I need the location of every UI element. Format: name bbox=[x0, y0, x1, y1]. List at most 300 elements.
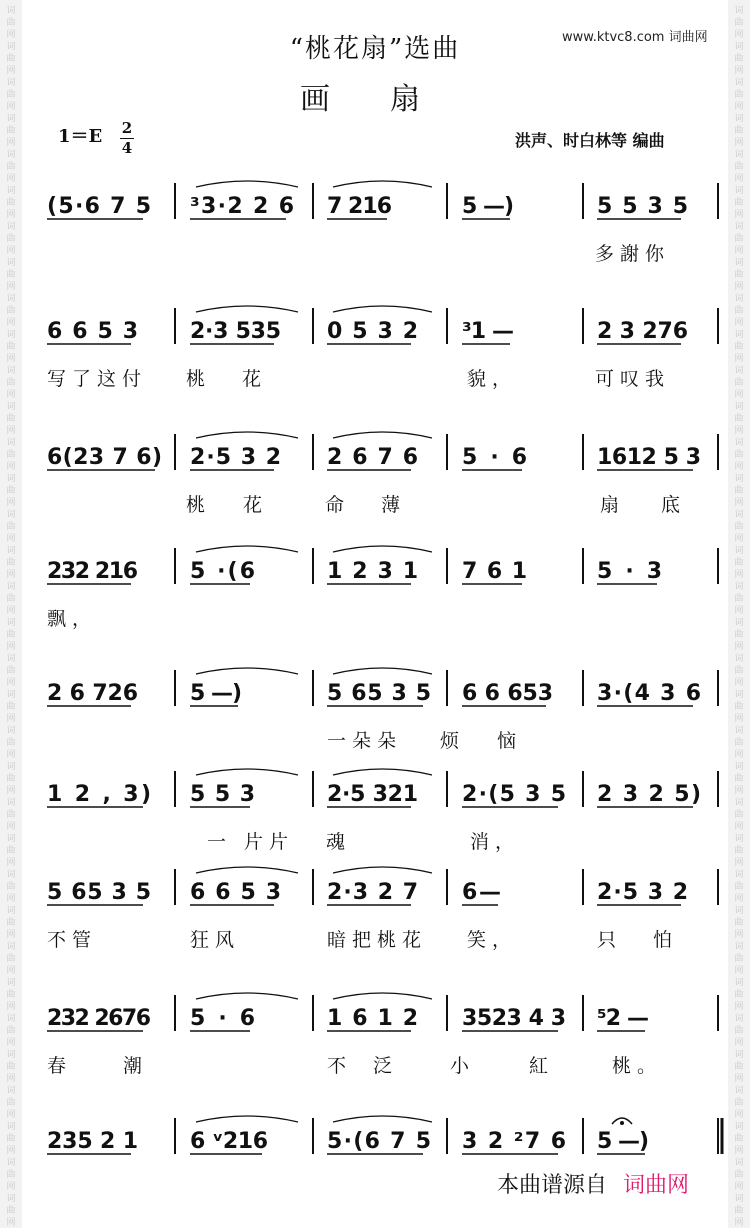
watermark-char: 曲 bbox=[6, 738, 16, 748]
watermark-char: 网 bbox=[734, 1146, 744, 1156]
watermark-char: 曲 bbox=[734, 1206, 744, 1216]
watermark-char: 词 bbox=[6, 1014, 16, 1024]
watermark-char: 网 bbox=[6, 426, 16, 436]
watermark-char: 曲 bbox=[734, 774, 744, 784]
watermark-char: 曲 bbox=[6, 702, 16, 712]
watermark-char: 词 bbox=[734, 6, 744, 16]
watermark-char: 曲 bbox=[6, 54, 16, 64]
watermark-char: 曲 bbox=[734, 414, 744, 424]
measure-notes: 1 2 , 3) bbox=[47, 782, 151, 807]
watermark-char: 曲 bbox=[6, 1206, 16, 1216]
watermark-char: 曲 bbox=[6, 18, 16, 28]
lyric-text: 貌， bbox=[467, 368, 518, 390]
watermark-char: 曲 bbox=[6, 270, 16, 280]
watermark-char: 网 bbox=[6, 1218, 16, 1228]
watermark-char: 曲 bbox=[6, 846, 16, 856]
lyric-text: 底 bbox=[661, 494, 687, 516]
measure-notes: 5 5 3 bbox=[190, 782, 255, 807]
watermark-char: 曲 bbox=[734, 630, 744, 640]
watermark-char: 曲 bbox=[734, 954, 744, 964]
watermark-char: 曲 bbox=[734, 486, 744, 496]
watermark-char: 词 bbox=[734, 258, 744, 268]
watermark-char: 曲 bbox=[734, 810, 744, 820]
watermark-char: 词 bbox=[6, 78, 16, 88]
watermark-char: 网 bbox=[6, 534, 16, 544]
measure-notes: 6 — bbox=[462, 880, 501, 905]
watermark-char: 词 bbox=[734, 114, 744, 124]
lyric-text: 春 bbox=[47, 1055, 73, 1077]
measure-notes: 6 6 5 3 bbox=[47, 319, 138, 344]
song-subtitle: 画扇 bbox=[300, 82, 480, 117]
watermark-char: 网 bbox=[734, 606, 744, 616]
watermark-char: 曲 bbox=[6, 1098, 16, 1108]
watermark-char: 曲 bbox=[6, 918, 16, 928]
watermark-char: 曲 bbox=[6, 1026, 16, 1036]
measure-notes: 5 65 3 5 bbox=[47, 880, 151, 905]
lyric-text: 消， bbox=[470, 831, 521, 853]
measure-notes: 0 5 3 2 bbox=[327, 319, 418, 344]
slur-arc bbox=[196, 181, 298, 187]
watermark-char: 网 bbox=[6, 606, 16, 616]
measure-notes: 6 ᵛ216 bbox=[190, 1129, 268, 1154]
watermark-char: 网 bbox=[734, 534, 744, 544]
watermark-char: 网 bbox=[734, 66, 744, 76]
watermark-char: 词 bbox=[734, 330, 744, 340]
watermark-char: 曲 bbox=[734, 1098, 744, 1108]
watermark-char: 词 bbox=[734, 438, 744, 448]
watermark-char: 曲 bbox=[734, 594, 744, 604]
watermark-char: 网 bbox=[734, 282, 744, 292]
lyric-text: 一朵朵 bbox=[327, 730, 403, 752]
measure-notes: 5 · 6 bbox=[462, 445, 527, 470]
measure-notes: 5 5 3 5 bbox=[597, 194, 688, 219]
watermark-char: 词 bbox=[6, 1194, 16, 1204]
watermark-char: 曲 bbox=[734, 882, 744, 892]
watermark-char: 词 bbox=[6, 42, 16, 52]
watermark-char: 曲 bbox=[6, 666, 16, 676]
watermark-char: 曲 bbox=[734, 270, 744, 280]
watermark-char: 词 bbox=[734, 1014, 744, 1024]
lyric-text: 桃 bbox=[186, 368, 212, 390]
watermark-char: 网 bbox=[734, 930, 744, 940]
watermark-char: 网 bbox=[734, 858, 744, 868]
watermark-char: 词 bbox=[734, 150, 744, 160]
watermark-char: 曲 bbox=[734, 234, 744, 244]
measure-notes: 5 · 3 bbox=[597, 559, 662, 584]
watermark-char: 词 bbox=[6, 618, 16, 628]
watermark-char: 词 bbox=[6, 402, 16, 412]
measure-notes: 1612 5 3 bbox=[597, 445, 701, 470]
watermark-char: 词 bbox=[734, 906, 744, 916]
watermark-char: 词 bbox=[734, 618, 744, 628]
measure-notes: ⁵2 — bbox=[597, 1006, 649, 1031]
watermark-char: 网 bbox=[734, 174, 744, 184]
watermark-char: 网 bbox=[734, 246, 744, 256]
watermark-char: 曲 bbox=[6, 954, 16, 964]
watermark-char: 词 bbox=[6, 474, 16, 484]
watermark-char: 词 bbox=[6, 114, 16, 124]
watermark-char: 词 bbox=[734, 294, 744, 304]
watermark-char: 曲 bbox=[6, 774, 16, 784]
watermark-char: 曲 bbox=[734, 522, 744, 532]
watermark-char: 网 bbox=[734, 894, 744, 904]
slur-arc bbox=[196, 1116, 298, 1122]
watermark-char: 曲 bbox=[6, 234, 16, 244]
watermark-char: 网 bbox=[734, 318, 744, 328]
watermark-char: 网 bbox=[6, 354, 16, 364]
watermark-char: 网 bbox=[6, 822, 16, 832]
slur-arc bbox=[333, 993, 432, 999]
watermark-char: 网 bbox=[6, 30, 16, 40]
lyric-text: 桃。 bbox=[612, 1055, 663, 1077]
watermark-char: 曲 bbox=[6, 882, 16, 892]
watermark-char: 曲 bbox=[734, 342, 744, 352]
watermark-char: 网 bbox=[6, 930, 16, 940]
watermark-char: 词 bbox=[734, 1194, 744, 1204]
watermark-char: 词 bbox=[734, 942, 744, 952]
watermark-char: 曲 bbox=[6, 1170, 16, 1180]
watermark-char: 词 bbox=[6, 330, 16, 340]
watermark-char: 词 bbox=[6, 582, 16, 592]
watermark-char: 词 bbox=[734, 1122, 744, 1132]
watermark-char: 词 bbox=[734, 654, 744, 664]
watermark-char: 曲 bbox=[6, 990, 16, 1000]
measure-notes: ³3·2 2 6 bbox=[190, 194, 294, 219]
watermark-char: 曲 bbox=[734, 1134, 744, 1144]
time-sig-top: 2 bbox=[121, 119, 133, 137]
watermark-char: 网 bbox=[734, 30, 744, 40]
measure-notes: 232 2676 bbox=[47, 1006, 151, 1031]
watermark-char: 词 bbox=[734, 222, 744, 232]
watermark-char: 词 bbox=[734, 402, 744, 412]
measure-notes: 2·3 535 bbox=[190, 319, 281, 344]
lyric-text: 飘， bbox=[47, 608, 98, 630]
watermark-char: 词 bbox=[734, 834, 744, 844]
slur-arc bbox=[333, 1116, 432, 1122]
measure-notes: ³1 — bbox=[462, 319, 514, 344]
slur-arc bbox=[196, 867, 298, 873]
lyric-text: 片片 bbox=[244, 831, 295, 853]
watermark-char: 词 bbox=[6, 798, 16, 808]
watermark-char: 词 bbox=[6, 834, 16, 844]
measure-notes: 2·5 3 2 bbox=[190, 445, 281, 470]
measure-notes: 5 —) bbox=[462, 194, 514, 219]
lyric-text: 小 bbox=[450, 1055, 476, 1077]
measure-notes: 5·(6 7 5 bbox=[327, 1129, 431, 1154]
watermark-char: 曲 bbox=[734, 198, 744, 208]
watermark-char: 词 bbox=[734, 690, 744, 700]
watermark-char: 网 bbox=[6, 1074, 16, 1084]
watermark-char: 网 bbox=[734, 678, 744, 688]
watermark-char: 词 bbox=[6, 546, 16, 556]
watermark-char: 词 bbox=[734, 474, 744, 484]
watermark-char: 曲 bbox=[6, 342, 16, 352]
measure-notes: 7 216 bbox=[327, 194, 392, 219]
fermata-dot bbox=[620, 1121, 624, 1125]
watermark-char: 曲 bbox=[734, 1026, 744, 1036]
watermark-char: 词 bbox=[6, 1122, 16, 1132]
slur-arc bbox=[333, 668, 432, 674]
lyric-text: 多謝你 bbox=[595, 243, 671, 265]
watermark-char: 网 bbox=[734, 1182, 744, 1192]
watermark-char: 词 bbox=[6, 942, 16, 952]
watermark-char: 词 bbox=[734, 510, 744, 520]
watermark-char: 网 bbox=[734, 426, 744, 436]
song-title: “桃花扇”选曲 bbox=[289, 34, 461, 64]
watermark-char: 网 bbox=[734, 210, 744, 220]
measure-notes: 2·3 2 7 bbox=[327, 880, 418, 905]
watermark-char: 网 bbox=[734, 786, 744, 796]
watermark-char: 网 bbox=[734, 138, 744, 148]
watermark-char: 词 bbox=[734, 186, 744, 196]
watermark-char: 曲 bbox=[6, 162, 16, 172]
watermark-char: 曲 bbox=[734, 54, 744, 64]
watermark-char: 词 bbox=[734, 726, 744, 736]
watermark-char: 网 bbox=[734, 354, 744, 364]
slur-arc bbox=[196, 668, 298, 674]
watermark-char: 曲 bbox=[6, 810, 16, 820]
measure-notes: 7 6 1 bbox=[462, 559, 527, 584]
measure-notes: 5 ·(6 bbox=[190, 559, 255, 584]
lyric-text: 桃 bbox=[186, 494, 212, 516]
watermark-char: 词 bbox=[6, 726, 16, 736]
measure-notes: 3·(4 3 6 bbox=[597, 681, 701, 706]
slur-arc bbox=[333, 306, 432, 312]
watermark-char: 网 bbox=[6, 642, 16, 652]
watermark-char: 词 bbox=[734, 1158, 744, 1168]
measure-notes: 5 65 3 5 bbox=[327, 681, 431, 706]
watermark-char: 曲 bbox=[6, 1134, 16, 1144]
watermark-char: 网 bbox=[734, 390, 744, 400]
watermark-char: 网 bbox=[6, 1038, 16, 1048]
measure-notes: 5 —) bbox=[190, 681, 242, 706]
watermark-char: 曲 bbox=[734, 90, 744, 100]
watermark-char: 词 bbox=[734, 798, 744, 808]
watermark-char: 词 bbox=[734, 582, 744, 592]
watermark-char: 曲 bbox=[6, 594, 16, 604]
watermark-char: 网 bbox=[6, 174, 16, 184]
watermark-char: 曲 bbox=[734, 450, 744, 460]
lyric-text: 不管 bbox=[47, 929, 98, 951]
measure-notes: 2·5 321 bbox=[327, 782, 418, 807]
watermark-char: 网 bbox=[6, 1002, 16, 1012]
watermark-char: 词 bbox=[6, 762, 16, 772]
watermark-char: 曲 bbox=[734, 702, 744, 712]
watermark-char: 词 bbox=[734, 1050, 744, 1060]
watermark-char: 词 bbox=[6, 870, 16, 880]
lyric-text: 只 bbox=[597, 929, 623, 951]
watermark-char: 词 bbox=[734, 978, 744, 988]
measure-notes: 3523 4 3 bbox=[462, 1006, 566, 1031]
slur-arc bbox=[196, 993, 298, 999]
slur-arc bbox=[196, 769, 298, 775]
watermark-char: 词 bbox=[6, 510, 16, 520]
lyric-text: 一 bbox=[207, 831, 233, 853]
lyric-text: 命 bbox=[325, 494, 351, 516]
slur-arc bbox=[196, 432, 298, 438]
lyric-text: 怕 bbox=[653, 929, 679, 951]
composer-credit: 洪声、时白林等 编曲 bbox=[515, 131, 665, 150]
watermark-char: 曲 bbox=[6, 450, 16, 460]
watermark-char: 曲 bbox=[734, 18, 744, 28]
lyric-text: 可叹我 bbox=[595, 368, 671, 390]
lyric-text: 泛 bbox=[373, 1055, 399, 1077]
watermark-char: 词 bbox=[734, 1086, 744, 1096]
lyric-text: 花 bbox=[243, 494, 269, 516]
watermark-char: 曲 bbox=[6, 522, 16, 532]
watermark-char: 曲 bbox=[734, 1170, 744, 1180]
watermark-char: 曲 bbox=[6, 126, 16, 136]
watermark-char: 网 bbox=[6, 282, 16, 292]
watermark-char: 词 bbox=[734, 870, 744, 880]
slur-arc bbox=[333, 181, 432, 187]
measure-notes: 232 216 bbox=[47, 559, 138, 584]
watermark-char: 网 bbox=[734, 714, 744, 724]
watermark-char: 网 bbox=[6, 1110, 16, 1120]
watermark-char: 词 bbox=[6, 294, 16, 304]
lyric-text: 紅 bbox=[529, 1055, 555, 1077]
watermark-char: 词 bbox=[6, 1158, 16, 1168]
slur-arc bbox=[333, 867, 432, 873]
watermark-char: 网 bbox=[734, 966, 744, 976]
watermark-char: 曲 bbox=[6, 486, 16, 496]
lyric-text: 扇 bbox=[600, 494, 626, 516]
watermark-char: 曲 bbox=[6, 414, 16, 424]
measure-notes: 6 6 653 bbox=[462, 681, 553, 706]
lyric-text: 笑， bbox=[467, 929, 518, 951]
watermark-char: 词 bbox=[6, 222, 16, 232]
measure-notes: 2 6 7 6 bbox=[327, 445, 418, 470]
watermark-char: 网 bbox=[734, 1074, 744, 1084]
watermark-char: 曲 bbox=[6, 306, 16, 316]
watermark-char: 网 bbox=[6, 1146, 16, 1156]
measure-notes: 2·5 3 2 bbox=[597, 880, 688, 905]
measure-notes: 2 6 726 bbox=[47, 681, 138, 706]
lyric-text: 花 bbox=[242, 368, 268, 390]
measure-notes: 2·(5 3 5 bbox=[462, 782, 566, 807]
slur-arc bbox=[196, 546, 298, 552]
watermark-char: 曲 bbox=[734, 738, 744, 748]
slur-arc bbox=[333, 546, 432, 552]
watermark-char: 网 bbox=[734, 1110, 744, 1120]
watermark-char: 网 bbox=[6, 318, 16, 328]
watermark-char: 曲 bbox=[734, 1062, 744, 1072]
watermark-char: 曲 bbox=[6, 378, 16, 388]
watermark-char: 网 bbox=[734, 102, 744, 112]
watermark-char: 网 bbox=[6, 246, 16, 256]
watermark-char: 词 bbox=[6, 654, 16, 664]
slur-arc bbox=[196, 306, 298, 312]
watermark-char: 曲 bbox=[734, 666, 744, 676]
watermark-char: 词 bbox=[734, 366, 744, 376]
measure-notes: 2 3 2 5) bbox=[597, 782, 701, 807]
lyric-text: 狂风 bbox=[190, 929, 241, 951]
watermark-char: 网 bbox=[734, 498, 744, 508]
watermark-char: 词 bbox=[734, 762, 744, 772]
watermark-char: 网 bbox=[6, 462, 16, 472]
watermark-char: 词 bbox=[6, 1050, 16, 1060]
measure-notes: (5·6 7 5 bbox=[47, 194, 151, 219]
lyric-text: 潮 bbox=[123, 1055, 149, 1077]
slur-arc bbox=[333, 432, 432, 438]
watermark-char: 曲 bbox=[734, 306, 744, 316]
watermark-char: 词 bbox=[6, 186, 16, 196]
watermark-char: 词 bbox=[6, 978, 16, 988]
watermark-char: 曲 bbox=[734, 378, 744, 388]
source-brand-link[interactable]: 词曲网 bbox=[623, 1173, 690, 1198]
watermark-char: 网 bbox=[6, 390, 16, 400]
watermark-char: 词 bbox=[6, 6, 16, 16]
watermark-char: 网 bbox=[734, 1218, 744, 1228]
watermark-char: 曲 bbox=[6, 1062, 16, 1072]
measure-notes: 5 —) bbox=[597, 1129, 649, 1154]
watermark-char: 词 bbox=[6, 1086, 16, 1096]
lyric-text: 不 bbox=[327, 1055, 353, 1077]
key-signature: 1＝E bbox=[58, 126, 103, 147]
watermark-char: 网 bbox=[6, 570, 16, 580]
watermark-char: 词 bbox=[6, 906, 16, 916]
lyric-text: 薄 bbox=[381, 494, 407, 516]
measure-notes: 3 2 ²7 6 bbox=[462, 1129, 566, 1154]
watermark-char: 网 bbox=[6, 750, 16, 760]
watermark-char: 网 bbox=[6, 678, 16, 688]
watermark-char: 词 bbox=[734, 42, 744, 52]
site-url[interactable]: www.ktvc8.com 词曲网 bbox=[562, 30, 708, 45]
watermark-char: 词 bbox=[6, 258, 16, 268]
watermark-char: 网 bbox=[6, 498, 16, 508]
watermark-char: 曲 bbox=[734, 126, 744, 136]
lyric-text: 魂 bbox=[326, 831, 352, 853]
watermark-char: 网 bbox=[6, 138, 16, 148]
watermark-char: 曲 bbox=[6, 90, 16, 100]
watermark-char: 网 bbox=[6, 858, 16, 868]
watermark-char: 词 bbox=[6, 690, 16, 700]
watermark-char: 词 bbox=[6, 366, 16, 376]
watermark-char: 词 bbox=[6, 150, 16, 160]
lyric-text: 暗把桃花 bbox=[327, 929, 428, 951]
lyric-text: 写了这付 bbox=[47, 368, 148, 390]
watermark-char: 网 bbox=[6, 102, 16, 112]
watermark-char: 网 bbox=[734, 1002, 744, 1012]
watermark-char: 曲 bbox=[734, 846, 744, 856]
measure-notes: 1 2 3 1 bbox=[327, 559, 418, 584]
lyric-text: 烦 bbox=[440, 730, 466, 752]
watermark-char: 网 bbox=[6, 966, 16, 976]
measure-notes: 1 6 1 2 bbox=[327, 1006, 418, 1031]
time-sig-bottom: 4 bbox=[121, 139, 133, 157]
measure-notes: 2 3 276 bbox=[597, 319, 688, 344]
watermark-char: 网 bbox=[6, 786, 16, 796]
watermark-char: 网 bbox=[6, 66, 16, 76]
watermark-char: 网 bbox=[6, 714, 16, 724]
measure-notes: 6 6 5 3 bbox=[190, 880, 281, 905]
watermark-char: 曲 bbox=[6, 630, 16, 640]
source-label: 本曲谱源自 bbox=[497, 1173, 608, 1198]
watermark-char: 网 bbox=[734, 822, 744, 832]
watermark-char: 网 bbox=[734, 1038, 744, 1048]
measure-notes: 5 · 6 bbox=[190, 1006, 255, 1031]
lyric-text: 恼 bbox=[497, 730, 523, 752]
watermark-char: 网 bbox=[734, 462, 744, 472]
watermark-char: 网 bbox=[6, 1182, 16, 1192]
watermark-char: 曲 bbox=[6, 558, 16, 568]
slur-arc bbox=[333, 769, 432, 775]
watermark-char: 曲 bbox=[734, 918, 744, 928]
watermark-char: 网 bbox=[734, 570, 744, 580]
watermark-char: 词 bbox=[734, 546, 744, 556]
source-footer bbox=[497, 1168, 689, 1199]
measure-notes: 235 2 1 bbox=[47, 1129, 138, 1154]
